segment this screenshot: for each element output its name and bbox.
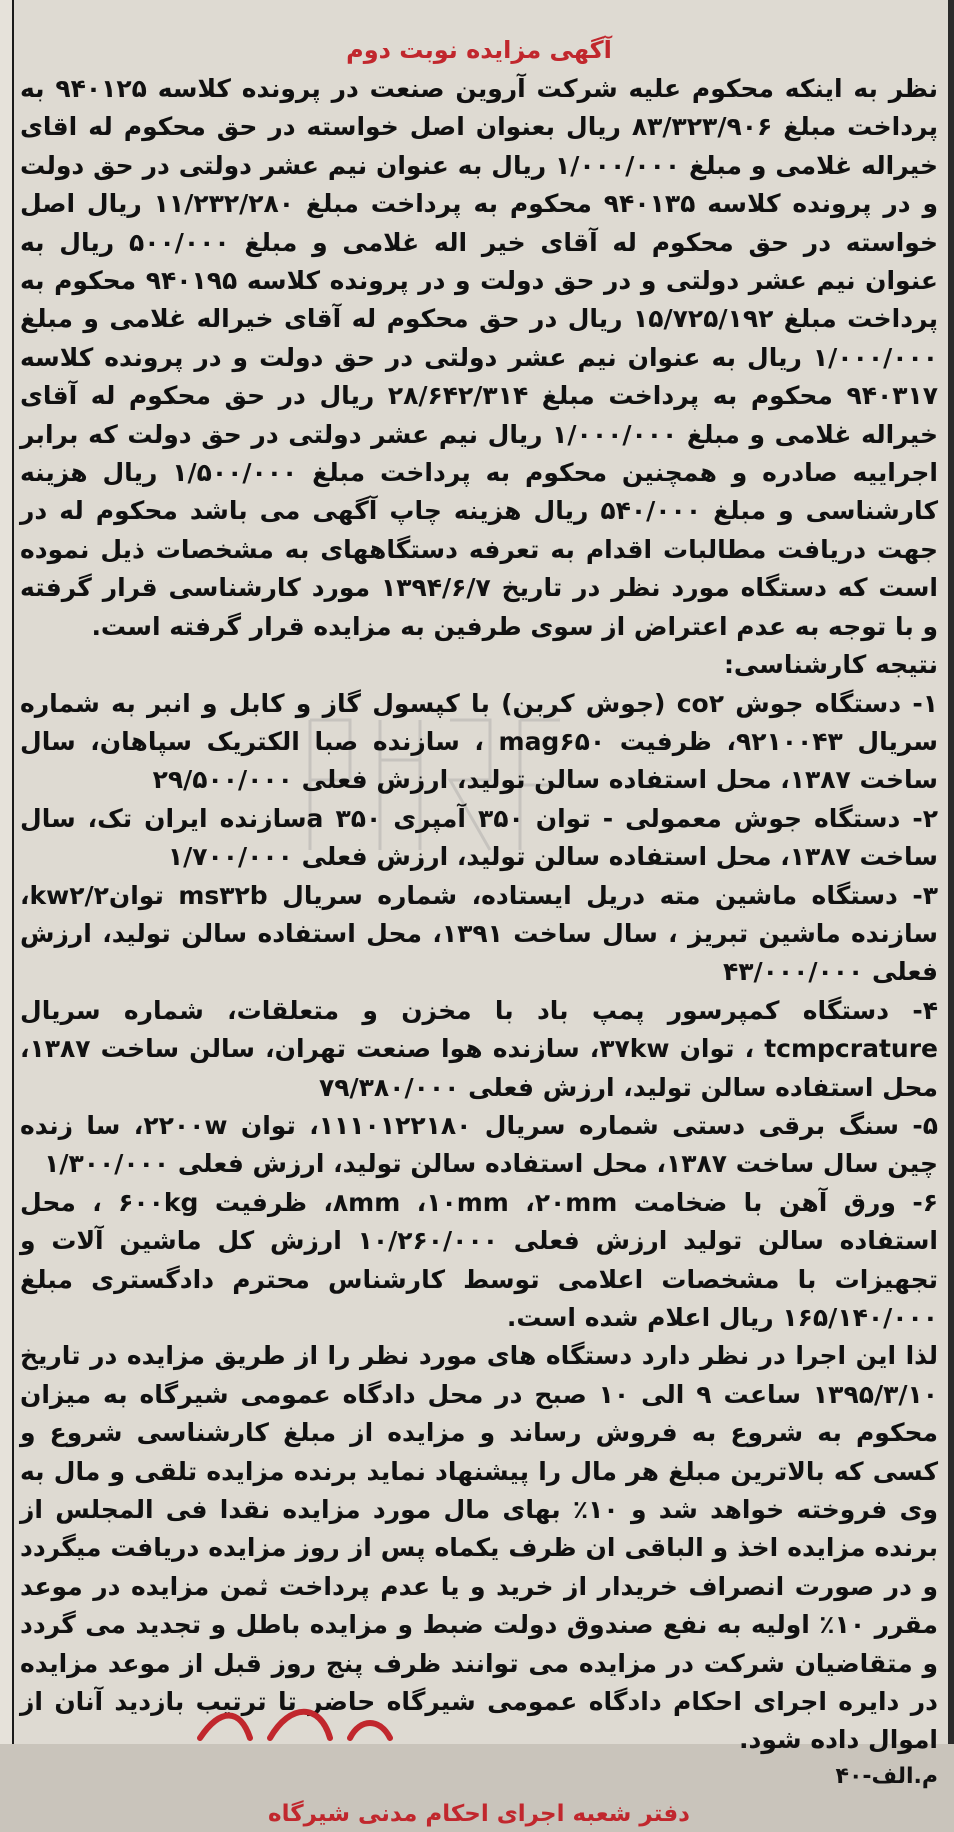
left-column-rule <box>0 0 14 1744</box>
item-1: ۱- دستگاه جوش co۲ (جوش کربن) با کپسول گاز و کابل و انبر به شماره سریال ۹۲۱۰۰۴۳، ظرفیت mag۶۵۰ ، سازنده صبا الکتریک سپاهان، سال ساخت ۱۳۸۷، محل استفاده سالن تولید، ارزش فعلی ۲۹/۵۰۰/۰۰۰ <box>20 688 938 795</box>
item-6: ۶- ورق آهن با ضخامت ۸mm ،۱۰mm ،۲۰mm، ظرفیت ۶۰۰kg ، محل استفاده سالن تولید ارزش فعلی ۱۰/۲۶۰/۰۰۰ ارزش کل ماشین آلات و تجهیزات با مشخصات اعلامی توسط کارشناس محترم دادگستری مبلغ ۱۶۵/۱۴۰/۰۰۰ ریال اعلام شده است. <box>20 1187 939 1332</box>
notice-body <box>20 0 939 1827</box>
issuing-office: دفتر شعبه اجرای احکام مدنی شیرگاه <box>268 1800 690 1827</box>
right-edge <box>948 0 954 1744</box>
reference-code: م.الف-۴۰ <box>835 1763 938 1789</box>
item-2: ۲- دستگاه جوش معمولی - توان ۳۵۰ آمپری ۳۵۰ aسازنده ایران تک، سال ساخت ۱۳۸۷، محل استفاده سالن تولید، ارزش فعلی ۱/۷۰۰/۰۰۰ <box>20 803 938 872</box>
item-5: ۵- سنگ برقی دستی شماره سریال ۱۱۱۰۱۲۲۱۸۰، توان ۲۲۰۰w، سا زنده چین سال ساخت ۱۳۸۷، محل استفاده سالن تولید، ارزش فعلی ۱/۳۰۰/۰۰۰ <box>20 1110 938 1179</box>
intro-paragraph: نظر به اینکه محکوم علیه شرکت آروین صنعت در پرونده کلاسه ۹۴۰۱۲۵ به پرداخت مبلغ ۸۳/۳۲۳/۹۰۶ ریال بعنوان اصل خواسته در حق محکوم له اقای خیراله غلامی و مبلغ ۱/۰۰۰/۰۰۰ ریال به عنوان نیم عشر دولتی در حق دولت و در پرونده کلاسه ۹۴۰۱۳۵ محکوم به پرداخت مبلغ ۱۱/۲۳۲/۲۸۰ ریال اصل خواسته در حق محکوم له آقای خیر اله غلامی و مبلغ ۵۰۰/۰۰۰ ریال به عنوان نیم عشر دولتی و در حق دولت و در پرونده کلاسه ۹۴۰۱۹۵ محکوم به پرداخت مبلغ ۱۵/۷۲۵/۱۹۲ ریال در حق محکوم له آقای خیراله غلامی و مبلغ ۱/۰۰۰/۰۰۰ ریال به عنوان نیم عشر دولتی در حق دولت و در پرونده کلاسه ۹۴۰۳۱۷ محکوم به پرداخت مبلغ ۲۸/۶۴۲/۳۱۴ ریال در حق محکوم له آقای خیراله غلامی و مبلغ ۱/۰۰۰/۰۰۰ ریال نیم عشر دولتی در حق دولت که برابر اجراییه صادره و همچنین محکوم به پرداخت مبلغ ۱/۵۰۰/۰۰۰ ریال هزینه کارشناسی و مبلغ ۵۴۰/۰۰۰ ریال هزینه چاپ آگهی می باشد محکوم له در جهت دریافت مطالبات اقدام به تعرفه دستگاههای به مشخصات ذیل نموده است که دستگاه مورد نظر در تاریخ ۱۳۹۴/۶/۷ مورد کارشناسی قرار گرفته و با توجه به عدم اعتراض از سوی طرفین به مزایده قرار گرفته است. <box>20 74 938 641</box>
notice-title: آگهی مزایده نوبت دوم <box>346 36 612 64</box>
item-4: ۴- دستگاه کمپرسور پمپ باد با مخزن و متعلقات، شماره سریال tcmpcrature ، توان ۳۷kw، سازنده هوا صنعت تهران، سالن ساخت ۱۳۸۷، محل استفاده سالن تولید، ارزش فعلی ۷۹/۳۸۰/۰۰۰ <box>20 995 938 1102</box>
result-heading: نتیجه کارشناسی: <box>723 650 938 680</box>
closing-paragraph: لذا این اجرا در نظر دارد دستگاه های مورد نظر را از طریق مزایده در تاریخ ۱۳۹۵/۳/۱۰ ساعت ۹ الی ۱۰ صبح در محل دادگاه عمومی شیرگاه به میزان محکوم به شروع به فروش رساند و مزایده از مبلغ کارشناسی شروع و کسی که بالاترین مبلغ هر مال را پیشنهاد نماید برنده مزایده تلقی و مال به وی فروخته خواهد شد و ۱۰٪ بهای مال مورد مزایده نقدا فی المجلس از برنده مزایده اخذ و الباقی ان ظرف یکماه پس از روز مزایده دریافت میگردد و در صورت انصراف خریدار از خرید و یا عدم پرداخت ثمن مزایده در موعد مقرر ۱۰٪ اولیه به نفع صندوق دولت ضبط و مزایده باطل و تجدید می گردد و متقاضیان شرکت در مزایده می توانند ظرف پنج روز قبل از موعد مزایده در دایره اجرای احکام دادگاه عمومی شیرگاه حاضر تا ترتیب بازدید آنان از اموال داده شود. <box>20 1341 938 1755</box>
item-3: ۳- دستگاه ماشین مته دریل ایستاده، شماره سریال ms۳۲b توان۲/kw۲، سازنده ماشین تبریز ، سال ساخت ۱۳۹۱، محل استفاده سالن تولید، ارزش فعلی ۴۳/۰۰۰/۰۰۰ <box>20 880 939 987</box>
handwritten-mark <box>190 1698 400 1744</box>
